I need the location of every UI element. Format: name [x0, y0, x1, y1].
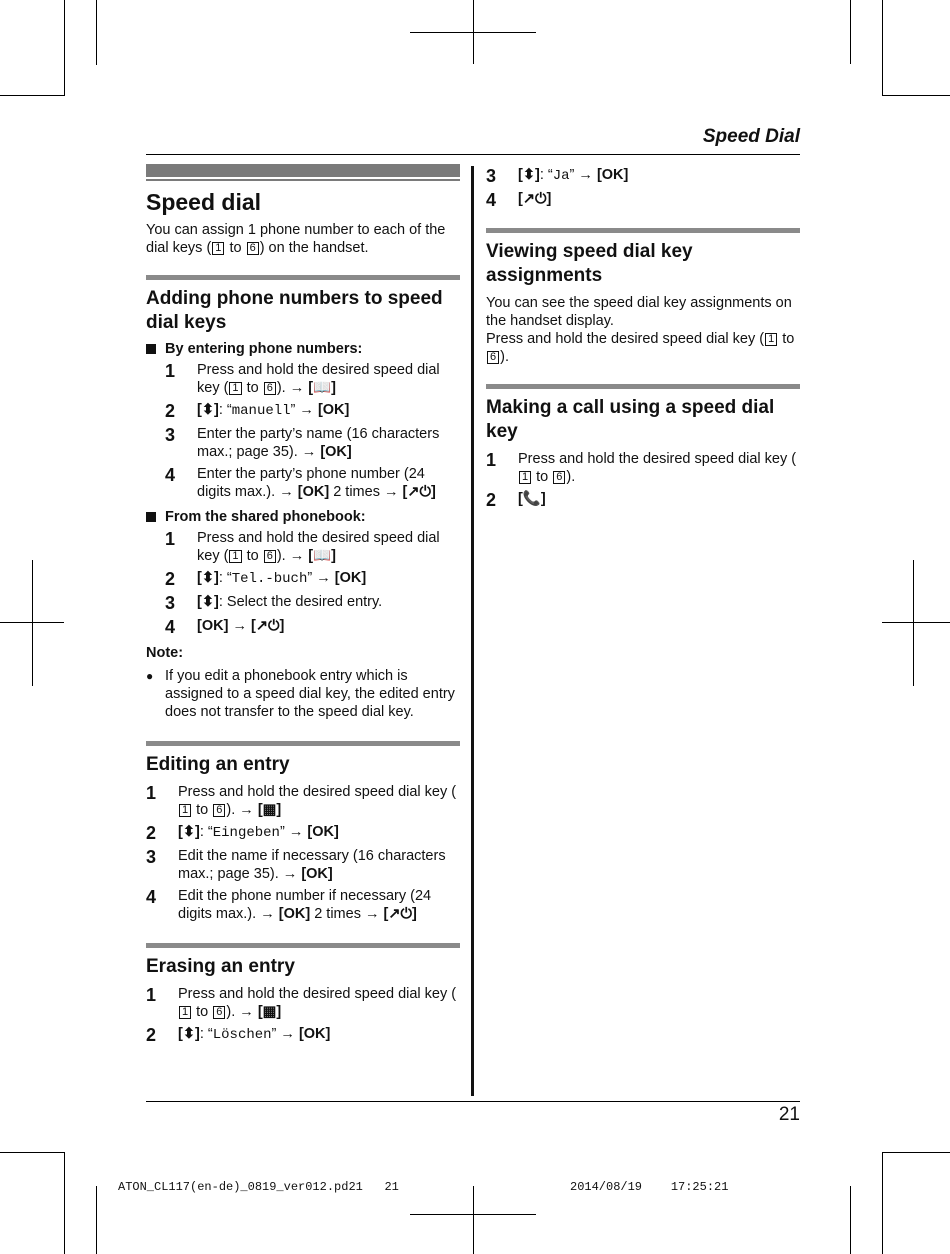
phonebook-icon: 📖	[313, 548, 332, 564]
nav-icon: ⬍	[182, 824, 195, 840]
step: 2 [⬍]: “Löschen” → [OK]	[146, 1025, 331, 1045]
nav-icon: ⬍	[201, 570, 214, 586]
step: 1 Press and hold the desired speed dial key (1 to 6 ).	[486, 450, 797, 485]
page-number: 21	[778, 1104, 800, 1125]
print-info-file: ATON_CL117(en-de)_0819_ver012.pd21 21	[118, 1180, 399, 1194]
talk-icon: 📞	[522, 491, 541, 507]
off-icon: ↗⏻	[407, 484, 431, 500]
method-heading: By entering phone numbers:	[146, 341, 460, 357]
subsection-title: Adding phone numbers to speed dial keys	[146, 288, 443, 333]
subsection-bar	[486, 384, 800, 389]
step: 3 [⬍]: “Ja” → [OK]	[486, 166, 629, 186]
subsection-bar	[146, 943, 460, 948]
menu-icon: ▦	[262, 1004, 277, 1020]
nav-icon: ⬍	[201, 594, 214, 610]
body-text: Press and hold the desired speed dial key ( 1 to 6 ).	[486, 331, 795, 365]
step: 3 Edit the name if necessary (16 characters max.; page 35). → [OK]	[146, 847, 446, 882]
step: 3 Enter the party’s name (16 characters max.; page 35). → [OK]	[165, 425, 440, 460]
nav-icon: ⬍	[182, 1026, 195, 1042]
step: 1 Press and hold the desired speed dial key ( 1 to 6 ). → [📖]	[165, 529, 440, 564]
running-header: Speed Dial	[702, 126, 800, 147]
intro-text: You can assign 1 phone number to each of the dial keys ( 1 to 6 ) on the handset.	[146, 222, 446, 256]
section-title: Speed dial	[146, 189, 262, 215]
subsection-title: Editing an entry	[146, 754, 290, 775]
step: 2 [⬍]: “Eingeben” → [OK]	[146, 823, 339, 843]
step: 1 Press and hold the desired speed dial key (1 to 6 ). → [▦]	[146, 783, 457, 818]
arrow-icon: →	[289, 380, 305, 396]
nav-icon: ⬍	[201, 402, 214, 418]
step: 4 [↗⏻]	[486, 190, 552, 210]
header-rule	[146, 154, 800, 155]
step: 2 [⬍]: “Tel.-buch” → [OK]	[165, 569, 367, 589]
off-icon: ↗⏻	[255, 618, 280, 634]
arrow-icon: →	[301, 444, 317, 460]
arrow-icon: →	[279, 484, 294, 500]
off-icon: ↗⏻	[388, 906, 412, 922]
column-divider	[471, 166, 474, 1096]
method-heading: From the shared phonebook:	[146, 509, 460, 525]
body-text: You can see the speed dial key assignments on the handset display.	[486, 295, 792, 329]
step: 1 Press and hold the desired speed dial key ( 1 to 6 ). → [📖]	[165, 361, 440, 396]
step: 1 Press and hold the desired speed dial key (1 to 6 ). → [▦]	[146, 985, 457, 1020]
subsection-title: Erasing an entry	[146, 956, 295, 977]
section-bar	[146, 164, 460, 179]
footer-rule	[146, 1101, 800, 1102]
nav-icon: ⬍	[522, 167, 535, 183]
subsection-bar	[146, 275, 460, 280]
subsection-bar	[146, 741, 460, 746]
right-column	[486, 160, 800, 510]
step: 2 [📞]	[486, 490, 546, 510]
step: 2 [⬍]: “manuell” → [OK]	[165, 401, 350, 421]
step: 4 [OK] → [↗⏻]	[165, 617, 285, 637]
note-item: ● If you edit a phonebook entry which is assigned to a speed dial key, the edited entry does not transfer to the speed dial key.	[146, 668, 455, 720]
note-label: Note:	[146, 645, 184, 661]
step: 4 Enter the party’s phone number (24 digits max.). → [OK] 2 times → [↗⏻]	[165, 465, 436, 500]
key-6: 6	[247, 242, 259, 255]
step: 3 [⬍]: Select the desired entry.	[165, 593, 383, 613]
menu-icon: ▦	[262, 802, 277, 818]
off-icon: ↗⏻	[522, 191, 547, 207]
left-column	[146, 160, 460, 1045]
subsection-title: Viewing speed dial key assignments	[486, 241, 693, 286]
arrow-icon: →	[299, 402, 314, 418]
subsection-title: Making a call using a speed dial key	[486, 397, 775, 442]
phonebook-icon: 📖	[313, 380, 332, 396]
print-info-date: 2014/08/19 17:25:21	[570, 1180, 729, 1194]
subsection-bar	[486, 228, 800, 233]
key-1: 1	[212, 242, 224, 255]
step: 4 Edit the phone number if necessary (24 digits max.). → [OK] 2 times → [↗⏻]	[146, 887, 432, 922]
